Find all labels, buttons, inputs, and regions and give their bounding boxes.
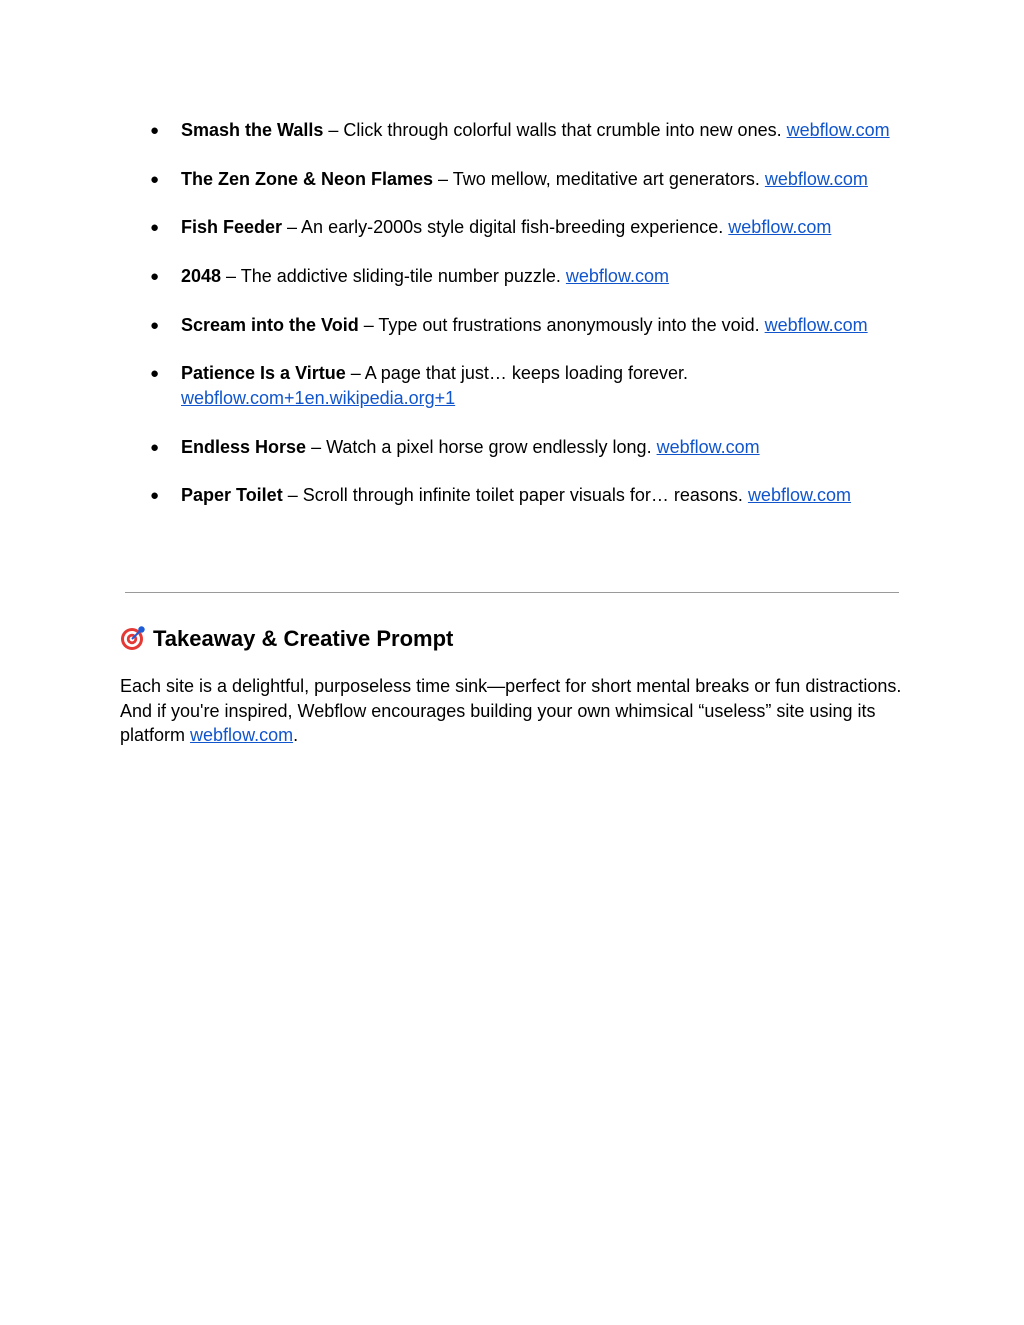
list-item	[150, 167, 910, 192]
site-link[interactable]: webflow.com+1en.wikipedia.org+1	[181, 387, 456, 408]
platform-link[interactable]: webflow.com	[190, 725, 294, 745]
takeaway-paragraph	[120, 674, 910, 748]
site-link[interactable]: webflow.com	[728, 217, 832, 238]
list-item	[150, 215, 910, 240]
takeaway-heading	[120, 624, 453, 654]
horizontal-divider	[125, 592, 899, 593]
target-icon	[120, 625, 146, 651]
site-link[interactable]: webflow.com	[565, 266, 669, 287]
takeaway-body-text: Each site is a delightful, purposeless time sink—perfect for short mental breaks or fun distractions. And if you're inspired, Webflow encourages building your own whimsical “useless” site using its platform	[120, 676, 902, 745]
bullet-icon: ●	[150, 122, 160, 139]
bullet-icon: ●	[150, 316, 160, 334]
site-link[interactable]: webflow.com	[764, 168, 868, 189]
site-list	[150, 118, 910, 532]
bullet-icon: ●	[150, 219, 160, 237]
site-title: Paper Toilet	[181, 485, 283, 506]
bullet-icon: ●	[150, 268, 160, 286]
site-link[interactable]: webflow.com	[786, 120, 890, 140]
bullet-icon: ●	[150, 487, 160, 505]
site-title: Scream into the Void	[181, 314, 359, 335]
list-item	[150, 313, 910, 338]
takeaway-trailing: .	[293, 725, 299, 745]
list-item	[150, 483, 910, 508]
site-description: – The addictive sliding-tile number puzzle.	[221, 266, 566, 287]
list-item	[150, 118, 910, 143]
site-title: 2048	[181, 266, 222, 287]
site-title: Smash the Walls	[181, 120, 324, 140]
list-item	[150, 361, 910, 410]
takeaway-heading-text: Takeaway & Creative Prompt	[153, 626, 454, 651]
site-description: – An early-2000s style digital fish-breeding experience.	[282, 217, 729, 238]
bullet-icon: ●	[150, 365, 160, 383]
site-link[interactable]: webflow.com	[656, 436, 760, 457]
site-description: – Watch a pixel horse grow endlessly long.	[306, 436, 657, 457]
site-title: Endless Horse	[181, 436, 307, 457]
bullet-icon: ●	[150, 438, 160, 456]
site-description: – Type out frustrations anonymously into the void.	[358, 314, 765, 335]
site-description: – Two mellow, meditative art generators.	[433, 168, 765, 189]
site-title: Fish Feeder	[181, 217, 283, 238]
site-title: Patience Is a Virtue	[181, 363, 346, 384]
site-link[interactable]: webflow.com	[764, 314, 868, 335]
site-description: – A page that just… keeps loading forever.	[345, 363, 688, 384]
site-link[interactable]: webflow.com	[747, 485, 851, 506]
site-title: The Zen Zone & Neon Flames	[181, 168, 434, 189]
list-item	[150, 435, 910, 460]
site-description: – Scroll through infinite toilet paper visuals for… reasons.	[282, 485, 748, 506]
list-item	[150, 264, 910, 289]
bullet-icon: ●	[150, 170, 160, 188]
site-description: – Click through colorful walls that crumble into new ones.	[323, 120, 787, 140]
